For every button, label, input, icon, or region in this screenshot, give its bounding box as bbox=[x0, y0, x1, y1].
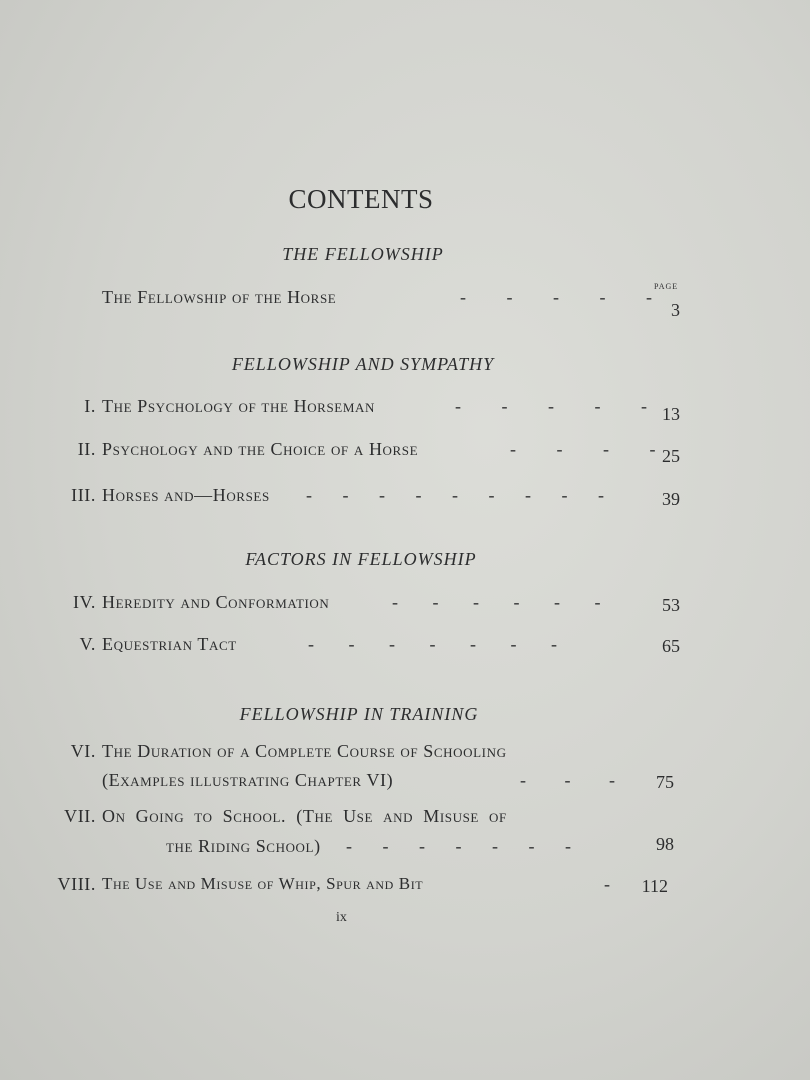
toc-page-number: 75 bbox=[656, 772, 674, 792]
toc-page-number: 53 bbox=[662, 595, 680, 615]
chapter-number: VII. bbox=[64, 806, 96, 826]
section-title-fellowship-and-sympathy: FELLOWSHIP AND SYMPATHY bbox=[231, 354, 495, 374]
contents-heading: CONTENTS bbox=[288, 184, 434, 214]
chapter-number: VI. bbox=[70, 741, 96, 761]
section-title-fellowship-in-training: FELLOWSHIP IN TRAINING bbox=[239, 704, 479, 724]
toc-page-number: 98 bbox=[656, 834, 674, 854]
dot-leader: - - - - - bbox=[455, 396, 647, 416]
dot-leader: - - - bbox=[520, 770, 615, 790]
toc-page-number: 65 bbox=[662, 636, 680, 656]
chapter-number: II. bbox=[77, 439, 96, 459]
page-folio: ix bbox=[336, 910, 347, 925]
page-column-label: PAGE bbox=[654, 282, 679, 291]
dot-leader: - - - - - bbox=[460, 287, 652, 307]
dot-leader: - - - - - - - - - bbox=[306, 485, 604, 505]
toc-page-number: 3 bbox=[671, 300, 680, 320]
toc-page-number: 13 bbox=[662, 404, 680, 424]
toc-entry-title: Horses and—Horses bbox=[102, 485, 270, 505]
toc-entry-title: Psychology and the Choice of a Horse bbox=[102, 439, 419, 459]
toc-entry-subtitle: the Riding School) bbox=[166, 836, 321, 856]
dot-leader: - bbox=[604, 874, 610, 894]
dot-leader: - - - - - - - bbox=[308, 634, 557, 654]
dot-leader: - - - - - - - bbox=[346, 836, 571, 856]
toc-entry-title: On Going to School. (The Use and Misuse of bbox=[102, 806, 507, 826]
toc-page-number: 25 bbox=[662, 446, 680, 466]
toc-entry-title: The Fellowship of the Horse bbox=[102, 287, 337, 307]
section-title-the-fellowship: THE FELLOWSHIP bbox=[282, 244, 444, 264]
toc-page-number: 112 bbox=[641, 876, 668, 896]
toc-entry-title: The Duration of a Complete Course of Schooling bbox=[102, 741, 507, 761]
toc-entry-title: The Psychology of the Horseman bbox=[102, 396, 375, 416]
toc-entry-title: Heredity and Conformation bbox=[102, 592, 330, 612]
dot-leader: - - - - bbox=[510, 439, 656, 459]
toc-entry-title: The Use and Misuse of Whip, Spur and Bit bbox=[102, 874, 424, 893]
toc-page-number: 39 bbox=[662, 489, 680, 509]
chapter-number: V. bbox=[79, 634, 96, 654]
toc-entry-title: Equestrian Tact bbox=[102, 634, 237, 654]
chapter-number: III. bbox=[71, 485, 96, 505]
chapter-number: I. bbox=[84, 396, 96, 416]
section-title-factors-in-fellowship: FACTORS IN FELLOWSHIP bbox=[245, 549, 477, 569]
dot-leader: - - - - - - bbox=[392, 592, 601, 612]
chapter-number: VIII. bbox=[57, 874, 96, 894]
toc-entry-subtitle: (Examples illustrating Chapter VI) bbox=[102, 770, 394, 790]
chapter-number: IV. bbox=[73, 592, 96, 612]
